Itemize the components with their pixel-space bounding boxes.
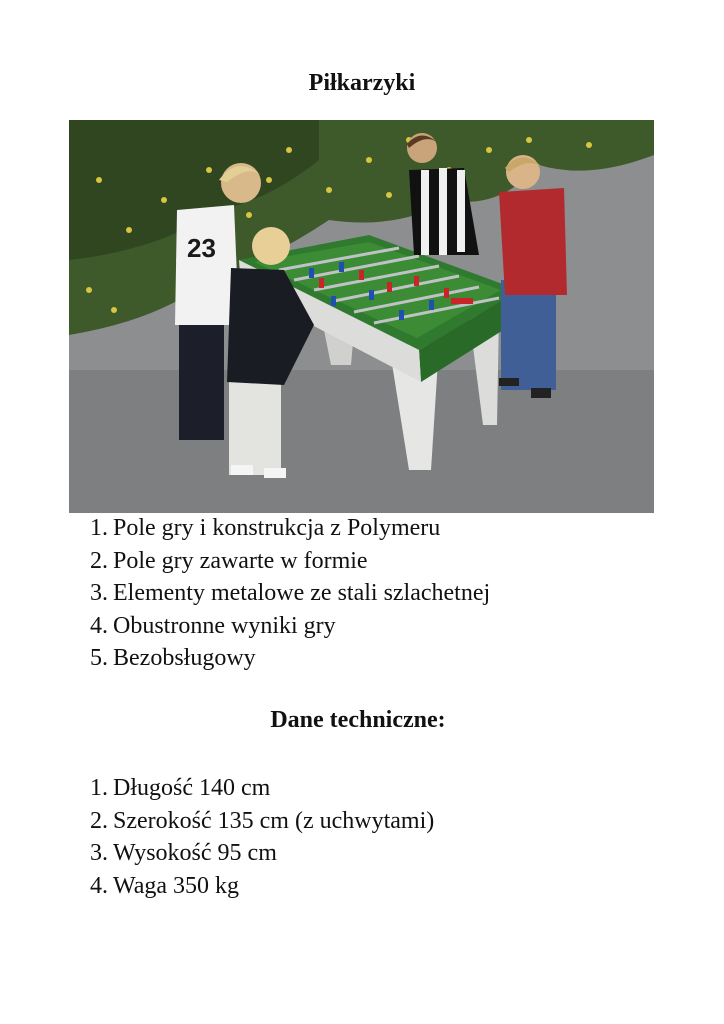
list-number: 2.	[90, 547, 108, 574]
technical-data-heading: Dane techniczne:	[270, 707, 446, 733]
list-text: Pole gry i konstrukcja z Polymeru	[113, 515, 441, 541]
list-text: Obustronne wyniki gry	[113, 612, 336, 639]
list-item	[90, 772, 434, 805]
list-item	[90, 837, 434, 870]
list-text: Bezobsługowy	[113, 645, 256, 671]
list-item	[90, 610, 490, 643]
list-item	[90, 512, 490, 545]
product-photo	[69, 120, 654, 513]
list-text: Pole gry zawarte w formie	[113, 547, 368, 574]
list-item	[90, 642, 490, 675]
list-number: 3.	[90, 580, 108, 606]
list-item	[90, 870, 434, 903]
list-number: 4.	[90, 612, 108, 639]
list-text: Długość 140 cm	[113, 775, 271, 801]
list-number: 4.	[90, 872, 108, 899]
features-list	[90, 512, 490, 675]
foosball-photo-illustration	[69, 120, 654, 513]
list-item	[90, 577, 490, 610]
list-item	[90, 545, 490, 578]
page-title: Piłkarzyki	[308, 70, 416, 96]
list-number: 2.	[90, 807, 108, 834]
list-text: Waga 350 kg	[113, 872, 240, 899]
list-item	[90, 805, 434, 838]
list-number: 5.	[90, 645, 108, 671]
list-text: Wysokość 95 cm	[113, 840, 277, 866]
list-text: Elementy metalowe ze stali szlachetnej	[113, 580, 491, 606]
list-text: Szerokość 135 cm (z uchwytami)	[113, 807, 435, 834]
specs-list	[90, 772, 434, 902]
list-number: 1.	[90, 775, 108, 801]
list-number: 3.	[90, 840, 108, 866]
jersey-number: 23	[187, 233, 216, 263]
list-number: 1.	[90, 515, 108, 541]
